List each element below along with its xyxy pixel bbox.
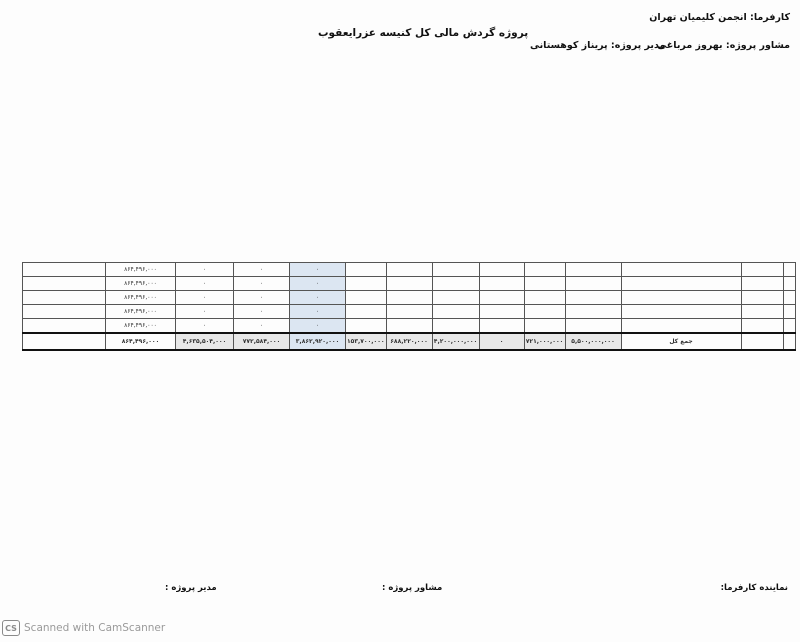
table-cell: ۴,۶۳۵,۵۰۴,۰۰۰ [176,333,234,350]
table-cell [386,263,432,277]
table-cell [346,277,387,291]
table-cell [479,319,524,334]
table-cell [524,305,565,319]
table-cell: ۰ [290,319,346,334]
table-cell: ۸۶۴,۴۹۶,۰۰۰ [106,305,176,319]
table-cell [783,305,795,319]
table-cell: ۰ [176,319,234,334]
table-cell: ۳,۸۶۲,۹۲۰,۰۰۰ [290,333,346,350]
table-cell [346,263,387,277]
table-row [23,277,796,291]
table-cell [565,263,621,277]
table-cell [524,291,565,305]
table-row [23,305,796,319]
table-cell [783,263,795,277]
table-cell [741,263,783,277]
table-cell [23,263,106,277]
table-cell [783,277,795,291]
table-row [23,291,796,305]
table-cell: ۰ [290,305,346,319]
table-cell [386,277,432,291]
camscanner-watermark [2,620,165,636]
total-row [23,333,796,350]
manager-label: مدیر پروژه: پریناز کوهستانی [530,40,666,51]
table-cell [783,333,795,350]
table-cell [432,263,479,277]
table-cell [565,277,621,291]
table-cell [524,263,565,277]
table-cell: ۰ [290,263,346,277]
table-cell: ۰ [234,305,290,319]
table-cell [621,277,741,291]
table-cell: ۸۶۴,۴۹۶,۰۰۰ [106,319,176,334]
table-row [23,263,796,277]
table-cell [565,319,621,334]
table-cell [386,319,432,334]
table-cell: ۱۵۳,۷۰۰,۰۰۰ [346,333,387,350]
table-cell: ۰ [290,277,346,291]
table-cell [741,319,783,334]
table-cell [23,319,106,334]
table-cell [479,263,524,277]
table-cell [346,319,387,334]
table-cell: ۰ [234,319,290,334]
table-cell [621,305,741,319]
table-cell: ۰ [176,291,234,305]
camscanner-logo-icon: CS [2,620,20,636]
table-cell [23,333,106,350]
table-cell [621,263,741,277]
table-cell [565,291,621,305]
table-cell [479,305,524,319]
table-cell [432,291,479,305]
table-cell [23,277,106,291]
table-cell: ۰ [176,263,234,277]
table-cell: ۴,۲۰۰,۰۰۰,۰۰۰ [432,333,479,350]
table-cell [23,305,106,319]
table-cell [386,305,432,319]
table-cell [386,291,432,305]
table-cell [23,291,106,305]
table-cell [479,291,524,305]
table-cell: جمع کل [621,333,741,350]
table-row [23,319,796,334]
table-cell [432,319,479,334]
table-cell [783,291,795,305]
table-cell [479,277,524,291]
table-cell [524,277,565,291]
table-cell [432,277,479,291]
table-cell [621,319,741,334]
table-cell: ۶۸۸,۲۲۰,۰۰۰ [386,333,432,350]
financial-table [22,262,796,351]
employer-rep-signature-label: نماینده کارفرما: [720,583,788,593]
table-cell [621,291,741,305]
manager-signature-label: مدیر پروژه : [165,583,217,593]
table-cell: ۸۶۴,۴۹۶,۰۰۰ [106,263,176,277]
table-cell [346,305,387,319]
consultant-signature-label: مشاور پروژه : [382,583,443,593]
table-cell: ۵,۵۰۰,۰۰۰,۰۰۰ [565,333,621,350]
table-cell [741,291,783,305]
table-cell [565,305,621,319]
table-cell [432,305,479,319]
table-cell: ۸۶۴,۴۹۶,۰۰۰ [106,333,176,350]
table-cell [741,333,783,350]
table-cell [346,291,387,305]
watermark-text: Scanned with CamScanner [24,622,166,634]
document-title: پروژه گردش مالی کل کنیسه عزرایعقوب [318,27,529,39]
employer-label: کارفرما: انجمن کلیمیان تهران [649,12,790,23]
table-cell: ۷۷۲,۵۸۴,۰۰۰ [234,333,290,350]
table-cell: ۷۲۱,۰۰۰,۰۰۰ [524,333,565,350]
table-cell [524,319,565,334]
table-cell: ۰ [234,263,290,277]
table-cell: ۰ [234,291,290,305]
table-cell: ۰ [176,305,234,319]
table-cell [741,305,783,319]
table-cell: ۰ [290,291,346,305]
table-cell: ۸۶۴,۴۹۶,۰۰۰ [106,291,176,305]
table-cell: ۸۶۴,۴۹۶,۰۰۰ [106,277,176,291]
table-cell: ۰ [234,277,290,291]
table-cell [741,277,783,291]
table-cell [783,319,795,334]
consultant-label: مشاور پروژه: بهروز مرباغی [657,40,790,51]
table-cell: ۰ [479,333,524,350]
table-cell: ۰ [176,277,234,291]
